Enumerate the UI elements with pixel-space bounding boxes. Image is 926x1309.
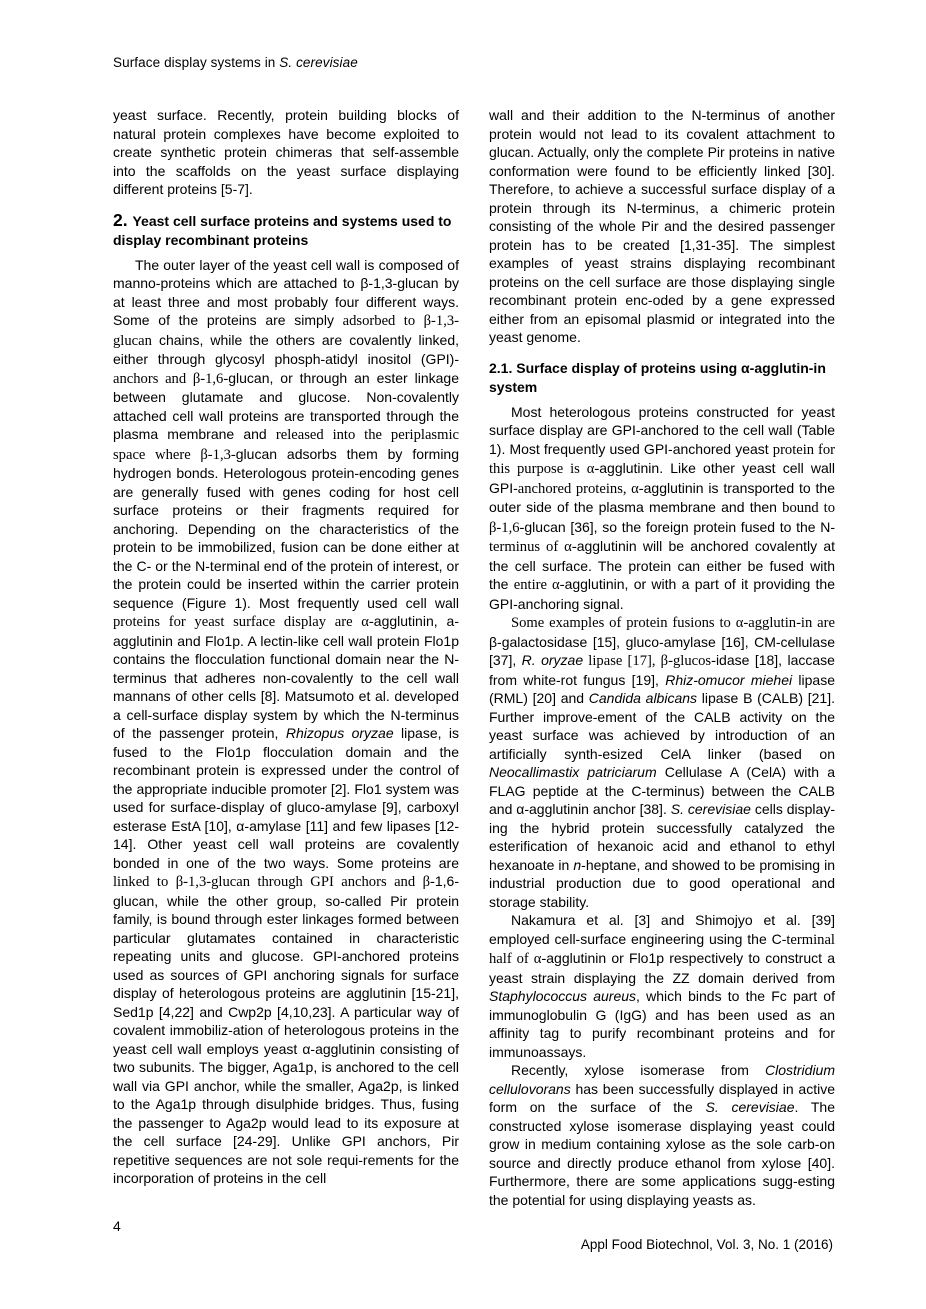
running-head xyxy=(113,55,358,70)
text-run: Staphylococcus aureus xyxy=(489,988,637,1004)
text-run: chains, while the others are covalently linked, either through glycosyl phosph-atidyl inositol (GPI)- xyxy=(113,331,459,367)
paragraph xyxy=(489,1061,835,1209)
text-run: Most heterologous proteins constructed for yeast surface display are GPI-anchored to the cell wall (Table 1). Most frequently used GPI-anchored yeast xyxy=(489,403,835,457)
text-run: glucan adsorbs them by forming hydrogen bonds. Heterologous protein-encoding genes are generally fused with genes coding for host cell surface proteins or their fragments required for anchoring. Depending on the characteristics of the protein to be immobilized, fusion can be done either at the C- or the N-terminal end of the protein of interest, or the protein could be inserted within the carrier protein sequence (Figure 1). Most frequently used cell wall xyxy=(113,445,459,611)
text-run: The outer layer of the yeast cell wall is composed of manno-proteins which are attached to β-1,3-glucan by at least three and most probably four different ways. Some of the proteins are simply xyxy=(113,256,459,328)
text-run: S. cerevisiae xyxy=(670,801,751,817)
paragraph xyxy=(489,613,835,911)
text-run: idase [18], laccase from white-rot fungus [19], xyxy=(489,652,835,688)
section-heading xyxy=(113,211,459,250)
text-run: Some examples of protein fusions to α-agglutin-in are xyxy=(511,615,835,631)
text-columns xyxy=(113,106,835,1209)
text-run: n xyxy=(573,856,582,873)
text-run: lipase, is fused to the Flo1p flocculation domain and the recombinant protein is expressed under the control of the appropriate inducible promoter [2]. Flo1 system was used for surface-display of gluco-amylase [9], carboxyl esterase EstA [10], α-amylase [11] and few lipases [12-14]. Other yeast cell wall proteins are covalently bonded in one of the two ways. Some proteins are xyxy=(113,725,460,871)
text-run: Candida albicans xyxy=(588,690,698,706)
paragraph xyxy=(489,403,835,614)
text-run: agglutinin, a-agglutinin and Flo1p. A lectin-like cell wall protein Flo1p contains the flocculation functional domain near the N-terminus that adheres non-covalently to the cell wall mannans of other cells [8]. Matsumoto et al. developed a cell-surface display system by which the N-terminus of the passenger protein, xyxy=(113,613,460,741)
text-run: -heptane, and showed to be promising in industrial production due to good operational and storage stability. xyxy=(489,856,835,910)
text-run: Clostridium cellulovorans xyxy=(489,1062,835,1097)
text-run: anchored proteins, α- xyxy=(517,480,644,497)
text-run: has been successfully displayed in active form on the surface of the xyxy=(489,1080,835,1115)
text-run: 2. xyxy=(113,209,133,230)
text-run: glucan, or through an ester linkage between glutamate and glucose. Non-covalently attached cell wall proteins are transported through the plasma membrane and xyxy=(113,369,459,442)
text-run: bound to β-1,6- xyxy=(489,500,835,536)
text-run: S. cerevisiae xyxy=(279,55,358,70)
text-run: , which binds to the Fc part of immunoglobulin G (IgG) and has been used as an affinity tag to purify recombinant proteins and for immunoassays. xyxy=(489,988,835,1060)
text-run: Rhiz-omucor miehei xyxy=(665,671,793,688)
right-column xyxy=(489,106,835,1209)
text-run: S. cerevisiae xyxy=(705,1099,795,1115)
paragraph xyxy=(113,106,459,199)
paragraph xyxy=(489,106,835,347)
page-number: 4 xyxy=(113,1218,121,1234)
section-heading xyxy=(489,359,835,397)
text-run: Neocallimastix patriciarum xyxy=(489,764,657,780)
text-run: Yeast cell surface proteins and systems used to display recombinant proteins xyxy=(113,212,452,248)
text-run: 1,6-glucan, while the other group, so-called Pir protein family, is bound through ester linkages formed between particular glutamates contained in characteristic repeating units and glucose. GPI-anchored proteins used as sources of GPI anchoring signals for surface display of heterologous proteins are agglutinin [15-21], Sed1p [4,22] and Cwp2p [4,10,23]. A particular way of covalent immobiliz-ation of heterologous proteins in the yeast cell wall employs yeast α-agglutinin consisting of two subunits. The bigger, Aga1p, is anchored to the cell wall via GPI anchor, while the smaller, Aga2p, is linked to the Aga1p through disulphide bridges. Thus, fusing the passenger to Aga2p would lead to its exposure at the cell surface [24-29]. Unlike GPI anchors, Pir repetitive sequences are not sole requi-rements for the incorporation of proteins in the cell xyxy=(113,873,459,1186)
text-run: Surface display systems in xyxy=(113,55,280,70)
text-run: R. oryzae xyxy=(521,652,584,668)
text-run: agglutinin will be anchored covalently at the cell surface. The protein can either be fused with the xyxy=(489,538,836,592)
text-run: Recently, xylose isomerase from xyxy=(511,1062,765,1078)
text-run: lipase (RML) [20] and xyxy=(489,671,835,706)
text-run: terminal half of α- xyxy=(489,931,835,967)
text-run: Nakamura et al. [3] and Shimojyo et al. [39] employed cell-surface engineering using the C- xyxy=(489,912,835,947)
text-run: released into the periplasmic space where β-1,3- xyxy=(113,427,459,463)
text-run: anchors and β-1,6- xyxy=(113,370,229,387)
text-run: lipase [17], β-glucos- xyxy=(583,653,716,669)
text-run: linked to β-1,3-glucan through GPI anchors and β- xyxy=(113,874,435,890)
text-run: glucan [36], so the foreign protein fused to the N- xyxy=(524,518,835,535)
text-run: terminus of α- xyxy=(489,539,577,555)
text-run: adsorbed to β-1,3-glucan xyxy=(113,313,460,349)
text-run: entire α- xyxy=(513,577,565,593)
left-column xyxy=(113,106,459,1209)
text-run: 2.1. Surface display of proteins using α-agglutin-in system xyxy=(489,359,826,395)
text-run: yeast surface. Recently, protein building blocks of natural protein complexes have become exploited to create synthetic protein chimeras that self-assemble into the scaffolds on the yeast surface displaying different proteins [5-7]. xyxy=(113,107,459,197)
paragraph xyxy=(489,911,835,1061)
journal-footer: Appl Food Biotechnol, Vol. 3, No. 1 (2016) xyxy=(580,1237,833,1252)
text-run: cells display-ing the hybrid protein successfully catalyzed the esterification of hexanoic acid and ethanol to ethyl hexanoate in xyxy=(489,801,835,873)
text-run: agglutinin, or with a part of it providing the GPI-anchoring signal. xyxy=(489,576,835,612)
text-run: lipase B (CALB) [21]. Further improve-ement of the CALB activity on the yeast surface was achieved by introduction of an artificially synth-esized CelA linker (based on xyxy=(489,690,835,762)
text-run: wall and their addition to the N-terminus of another protein would not lead to its covalent attachment to glucan. Actually, only the complete Pir proteins in native conformation were found to be efficiently linked [30]. Therefore, to achieve a successful surface display of a protein through its N-terminus, a chimeric protein consisting of the whole Pir and the desired passenger protein has to be created [1,31-35]. The simplest examples of yeast strains displaying recombinant proteins on the cell surface are those displaying single recombinant protein enc-oded by a gene expressed either from an episomal plasmid or integrated into the yeast genome. xyxy=(489,107,835,345)
text-run: proteins for yeast surface display are α- xyxy=(113,614,374,630)
text-run: protein for this purpose is α- xyxy=(489,441,835,477)
paragraph xyxy=(113,256,459,1188)
text-run: Cellulase A (CelA) with a FLAG peptide at the C-terminus) between the CALB and α-agglutinin anchor [38]. xyxy=(489,764,835,817)
text-run: . The constructed xylose isomerase displaying yeast could grow in medium containing xylose as the sole carb-on source and directly produce ethanol from xylose [40]. Furthermore, there are some applications sugg-esting the potential for using displaying yeasts as. xyxy=(489,1099,835,1208)
text-run: agglutinin. Like other yeast cell wall GPI- xyxy=(489,460,835,496)
text-run: agglutinin is transported to the outer side of the plasma membrane and then xyxy=(489,479,835,515)
text-run: Rhizopus oryzae xyxy=(285,725,394,741)
text-run: β-galactosidase [15], gluco-amylase [16], CM-cellulase [37], xyxy=(489,633,835,668)
text-run: agglutinin or Flo1p respectively to construct a yeast strain displaying the ZZ domain derived from xyxy=(489,950,835,986)
